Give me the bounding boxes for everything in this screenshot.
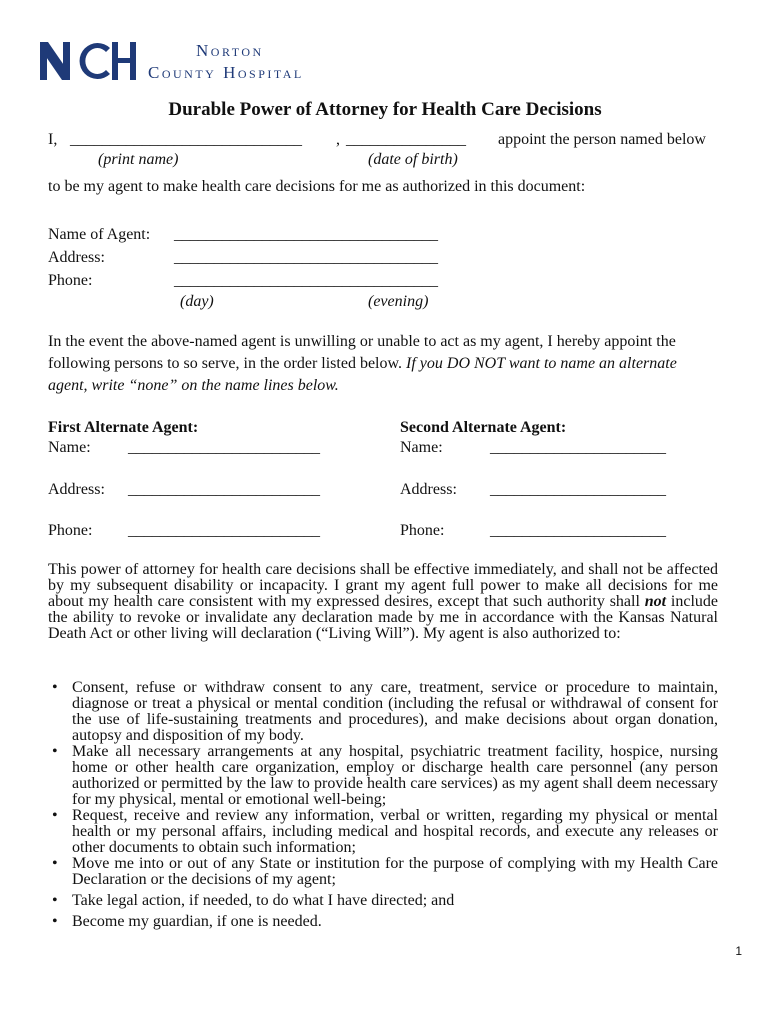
second-alt-address-label: Address: [400,481,457,498]
agent-phone-field[interactable]: _________________________________ [174,272,438,289]
second-alt-phone-field[interactable]: ______________________ [490,522,666,539]
alternate-intro-italic: If you DO NOT want to name an alternate agent, write “none” on the name lines below. [48,355,677,394]
print-name-field[interactable]: _____________________________ [70,131,302,148]
bullet-icon: • [52,807,58,824]
intro-line2: to be my agent to make health care decisions for me as authorized in this document: [48,178,586,195]
second-alt-name-label: Name: [400,439,443,456]
bullet-icon: • [52,855,58,872]
intro-prefix: I, [48,131,58,148]
agent-name-field[interactable]: _________________________________ [174,226,438,243]
agent-address-field[interactable]: _________________________________ [174,249,438,266]
second-alt-address-field[interactable]: ______________________ [490,481,666,498]
list-item: • Make all necessary arrangements at any hospital, psychiatric treatment facility, hospice, nursing home or other health care organization, employ or discharge health care personnel (any person authorized or permitted by the law to provide health care services) as my agent shall deem necessary for my physical, mental or emotional well-being; [52,743,718,808]
first-alt-name-label: Name: [48,439,91,456]
alternate-intro-paragraph [48,331,720,397]
alternate-intro-text: In the event the above-named agent is unwilling or unable to act as my agent, I hereby appoint the following persons to so serve, in the order listed below. [48,333,676,372]
effective-text-a: This power of attorney for health care decisions shall be effective immediately, and shall not be affected by my subsequent disability or incapacity. I grant my agent full power to make all decisions for me about my health care consistent with my expressed desires, except that such authority shall [48,561,718,610]
bullet-icon: • [52,743,58,760]
first-alt-phone-field[interactable]: ________________________ [128,522,320,539]
list-item: • Become my guardian, if one is needed. [52,913,322,930]
second-alt-phone-label: Phone: [400,522,445,539]
logo-line2: County Hospital [148,63,304,82]
date-of-birth-field[interactable]: _______________ [346,131,466,148]
day-label: (day) [180,293,214,310]
agent-name-label: Name of Agent: [48,226,151,243]
evening-label: (evening) [368,293,429,310]
first-alt-address-field[interactable]: ________________________ [128,481,320,498]
print-name-label: (print name) [98,151,179,168]
list-item: • Request, receive and review any information, verbal or written, regarding my physical or mental health or my personal affairs, including medical and hospital records, and execute any releases or other documents to obtain such information; [52,807,718,856]
agent-address-label: Address: [48,249,105,266]
bullet-icon: • [52,913,58,930]
first-alt-phone-label: Phone: [48,522,93,539]
effective-not-word: not [644,593,667,610]
first-alt-address-label: Address: [48,481,105,498]
effective-text-b: include the ability to revoke or invalidate any declaration made by me in accordance with the Kansas Natural Death Act or other living will declaration (“Living Will”). My agent is also authorized to: [48,593,719,642]
bullet-icon: • [52,892,58,909]
logo-line1: Norton [196,41,264,60]
list-item: • Consent, refuse or withdraw consent to any care, treatment, service or procedure to maintain, diagnose or treat a physical or mental condition (including the refusal or withdrawal of consent for the use of life-sustaining treatments and procedures), and make decisions about organ donation, autopsy and disposition of my body. [52,679,718,744]
list-item: • Move me into or out of any State or institution for the purpose of complying with my Health Care Declaration or the decisions of my agent; [52,855,718,888]
second-alt-name-field[interactable]: ______________________ [490,439,666,456]
intro-comma: , [336,131,340,148]
intro-suffix: appoint the person named below [498,131,706,148]
effective-paragraph [48,562,718,642]
list-item: • Take legal action, if needed, to do what I have directed; and [52,892,455,909]
first-alt-name-field[interactable]: ________________________ [128,439,320,456]
nch-logo-mark [40,38,136,82]
document-title: Durable Power of Attorney for Health Care Decisions [168,99,602,120]
authority-list [48,680,718,930]
dob-label: (date of birth) [368,151,458,168]
second-alternate-heading: Second Alternate Agent: [400,419,567,436]
first-alternate-heading: First Alternate Agent: [48,419,199,436]
agent-phone-label: Phone: [48,272,93,289]
page-number: 1 [735,944,742,958]
bullet-icon: • [52,679,58,696]
